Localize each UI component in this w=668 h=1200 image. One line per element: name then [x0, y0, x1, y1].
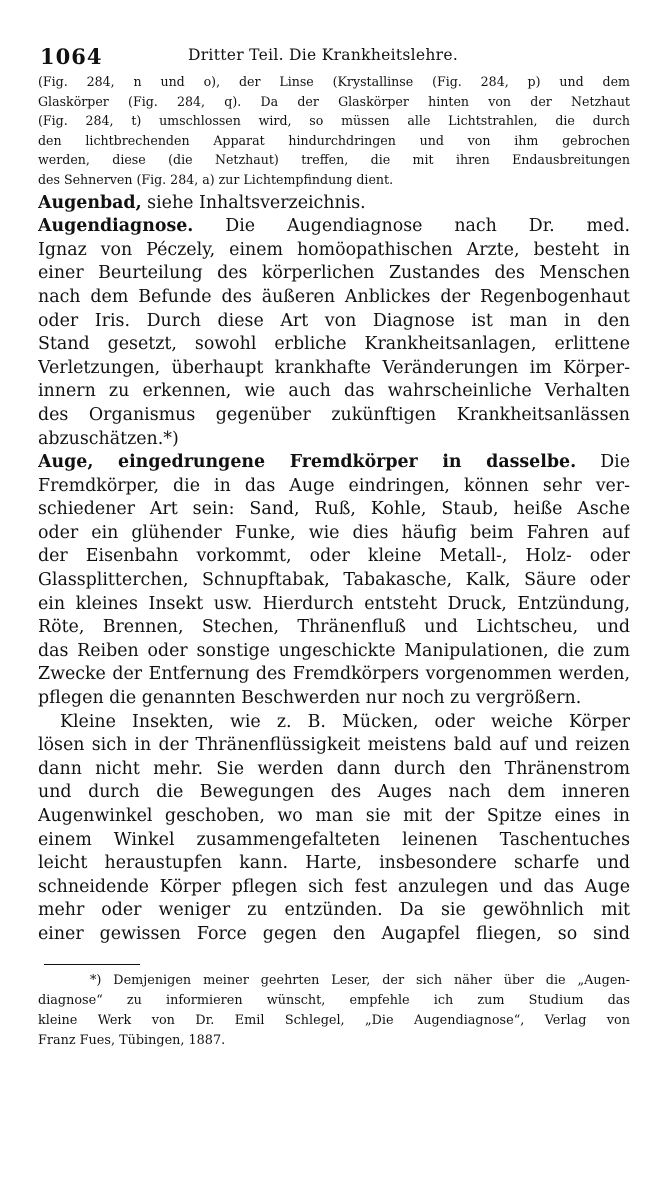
text-line: Augenwinkel geschoben, wo man sie mit der Spitze eines in: [38, 806, 630, 826]
entry-term: Augendiagnose.: [38, 216, 194, 237]
text-line: pflegen die genannten Beschwerden nur noch zu vergrößern.: [38, 688, 582, 709]
text-line: leicht heraustupfen kann. Harte, insbesondere scharfe und: [38, 853, 630, 874]
text-line: (Fig. 284, t) umschlossen wird, so müssen alle Lichtstrahlen, die durch: [38, 113, 630, 129]
text-line: der Eisenbahn vorkommt, oder kleine Metall-, Holz- oder: [38, 546, 630, 567]
book-page: [38, 40, 630, 1051]
text-line: oder ein glühender Funke, wie dies häufig beim Fahren auf: [38, 522, 630, 543]
text-line: Fremdkörper, die in das Auge eindringen, können sehr ver-: [38, 475, 630, 496]
text-line: und durch die Bewegungen des Auges nach dem inneren: [38, 782, 630, 803]
text-line: werden, diese (die Netzhaut) treffen, die mit ihren Endausbreitungen: [38, 152, 630, 168]
text-line: Verletzungen, überhaupt krankhafte Veränderungen im Körper-: [38, 357, 630, 378]
text-line: nach dem Befunde des äußeren Anblickes der Regenbogenhaut: [38, 286, 630, 307]
intro-paragraph: [38, 72, 630, 190]
text-line: des Organismus gegenüber zukünftigen Krankheitsanlässen: [38, 404, 630, 425]
text-line: (Fig. 284, n und o), der Linse (Krystallinse (Fig. 284, p) und dem: [38, 74, 630, 89]
entry-text: siehe Inhaltsverzeichnis.: [141, 192, 366, 213]
page-header: [38, 40, 630, 72]
footnote: [38, 971, 630, 1052]
text-line: Ignaz von Péczely, einem homöopathischen Arzte, besteht in: [38, 239, 630, 260]
entry-augendiagnose: [38, 215, 630, 451]
text-line: einer gewissen Force gegen den Augapfel fliegen, so sind: [38, 923, 630, 944]
entry-term: Augenbad,: [38, 192, 142, 213]
page-number: 1064: [40, 44, 103, 69]
text-line: Röte, Brennen, Stechen, Thränenfluß und Lichtscheu, und: [38, 617, 630, 638]
entry-text: Die: [576, 452, 630, 473]
entry-text: Die Augendiagnose nach Dr. med.: [193, 216, 630, 237]
text-line: Kleine Insekten, wie z. B. Mücken, oder weiche Körper: [60, 711, 630, 732]
text-line: das Reiben oder sonstige ungeschickte Manipulationen, die zum: [38, 640, 630, 661]
text-line: schiedener Art sein: Sand, Ruß, Kohle, Staub, heiße Asche: [38, 499, 630, 520]
footnote-line: diagnose“ zu informieren wünscht, empfehle ich zum Studium das: [38, 992, 630, 1008]
text-line: abzuschätzen.*): [38, 428, 179, 449]
text-line: ein kleines Insekt usw. Hierdurch entsteht Druck, Entzündung,: [38, 593, 630, 614]
text-line: [38, 215, 630, 239]
text-line: des Sehnerven (Fig. 284, a) zur Lichtempfindung dient.: [38, 171, 394, 187]
text-line: Stand gesetzt, sowohl erbliche Krankheitsanlagen, erlittene: [38, 334, 630, 355]
text-line: einer Beurteilung des körperlichen Zustandes des Menschen: [38, 263, 630, 284]
running-title: Dritter Teil. Die Krankheitslehre.: [188, 46, 459, 64]
footnote-divider: [44, 964, 140, 965]
entry-term: Auge, eingedrungene Fremdkörper in dasselbe.: [38, 452, 577, 473]
text-line: einem Winkel zusammengefalteten leinenen Taschentuches: [38, 829, 630, 850]
text-line: oder Iris. Durch diese Art von Diagnose ist man in den: [38, 310, 630, 331]
text-line: Zwecke der Entfernung des Fremdkörpers vorgenommen werden,: [38, 664, 630, 685]
footnote-line: Franz Fues, Tübingen, 1887.: [38, 1033, 226, 1049]
text-line: dann nicht mehr. Sie werden dann durch den Thränenstrom: [38, 758, 630, 779]
text-line: den lichtbrechenden Apparat hindurchdringen und von ihm gebrochen: [38, 132, 630, 148]
entry-augenbad: [38, 192, 630, 216]
text-line: Glaskörper (Fig. 284, q). Da der Glaskörper hinten von der Netzhaut: [38, 93, 630, 109]
text-line: [38, 451, 630, 475]
text-line: mehr oder weniger zu entzünden. Da sie gewöhnlich mit: [38, 900, 630, 921]
text-line: Glassplitterchen, Schnupftabak, Tabakasche, Kalk, Säure oder: [38, 570, 630, 591]
footnote-line: *) Demjenigen meiner geehrten Leser, der sich näher über die „Augen-: [90, 972, 630, 988]
text-line: innern zu erkennen, wie auch das wahrscheinliche Verhalten: [38, 381, 630, 402]
text-line: schneidende Körper pflegen sich fest anzulegen und das Auge: [38, 876, 630, 897]
text-line: lösen sich in der Thränenflüssigkeit meistens bald auf und reizen: [38, 735, 630, 756]
entry-auge-fremdkoerper: [38, 451, 630, 946]
footnote-line: kleine Werk von Dr. Emil Schlegel, „Die Augendiagnose“, Verlag von: [38, 1012, 630, 1028]
